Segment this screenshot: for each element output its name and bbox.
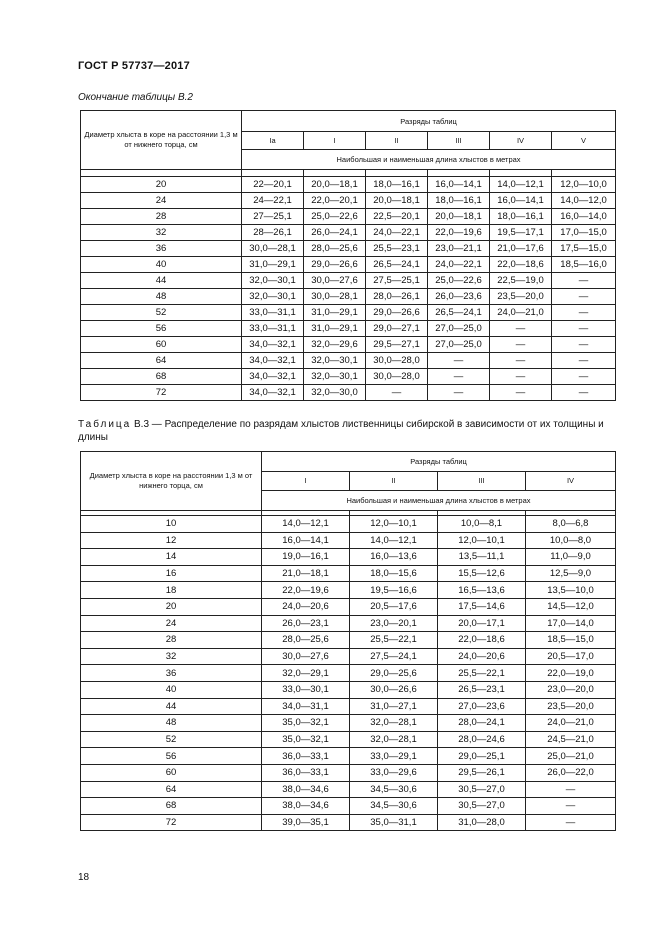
table-row <box>81 549 616 566</box>
length-cell: 19,5—17,1 <box>490 225 552 241</box>
table-row <box>81 698 616 715</box>
length-cell: 16,5—13,6 <box>438 582 526 599</box>
length-cell: 25,0—22,6 <box>428 273 490 289</box>
length-cell: 17,0—14,0 <box>526 615 616 632</box>
length-cell: 12,0—10,1 <box>350 516 438 533</box>
length-cell: 18,0—16,1 <box>490 209 552 225</box>
length-cell: — <box>366 385 428 401</box>
length-cell: 11,0—9,0 <box>526 549 616 566</box>
length-cell: 30,0—28,1 <box>242 241 304 257</box>
table-row <box>81 193 616 209</box>
length-cell: 30,0—28,1 <box>304 289 366 305</box>
class-header: II <box>366 132 428 149</box>
length-cell: 29,5—26,1 <box>438 764 526 781</box>
length-cell: 15,5—12,6 <box>438 565 526 582</box>
length-cell: 28,0—25,6 <box>262 632 350 649</box>
length-cell: — <box>552 321 616 337</box>
diameter-cell: 68 <box>81 369 242 385</box>
length-cell: 22,0—19,0 <box>526 665 616 682</box>
length-cell: 23,0—21,1 <box>428 241 490 257</box>
length-cell: — <box>490 321 552 337</box>
length-cell: 27,0—25,0 <box>428 337 490 353</box>
diameter-cell: 10 <box>81 516 262 533</box>
length-cell: 23,0—20,1 <box>350 615 438 632</box>
table-row <box>81 632 616 649</box>
table-row <box>81 209 616 225</box>
length-cell: 26,0—24,1 <box>304 225 366 241</box>
diameter-cell: 52 <box>81 731 262 748</box>
length-cell: 17,5—14,6 <box>438 598 526 615</box>
length-cell: 28,0—25,6 <box>304 241 366 257</box>
length-cell: — <box>490 369 552 385</box>
length-cell: — <box>552 337 616 353</box>
length-cell: 36,0—33,1 <box>262 748 350 765</box>
length-cell: 30,0—27,6 <box>262 648 350 665</box>
length-cell: 28,0—24,1 <box>438 715 526 732</box>
diameter-cell: 12 <box>81 532 262 549</box>
length-cell: 24,0—22,1 <box>366 225 428 241</box>
subheader: Наибольшая и наименьшая длина хлыстов в метрах <box>242 149 616 169</box>
length-cell: 13,5—11,1 <box>438 549 526 566</box>
length-cell: — <box>526 781 616 798</box>
length-cell: 21,0—18,1 <box>262 565 350 582</box>
length-cell: 24,0—20,6 <box>262 598 350 615</box>
length-cell: — <box>552 273 616 289</box>
length-cell: 26,0—23,6 <box>428 289 490 305</box>
table2-caption <box>78 418 618 444</box>
length-cell: 14,0—12,1 <box>490 177 552 193</box>
table-b2 <box>80 110 616 401</box>
table-row <box>81 241 616 257</box>
spacer-row <box>81 170 616 177</box>
diameter-cell: 32 <box>81 225 242 241</box>
length-cell: 16,0—14,1 <box>262 532 350 549</box>
length-cell: 19,0—16,1 <box>262 549 350 566</box>
table-row <box>81 321 616 337</box>
length-cell: — <box>552 353 616 369</box>
length-cell: 25,0—22,6 <box>304 209 366 225</box>
class-header: IV <box>490 132 552 149</box>
length-cell: 30,5—27,0 <box>438 798 526 815</box>
length-cell: 23,5—20,0 <box>526 698 616 715</box>
table-row <box>81 565 616 582</box>
length-cell: 16,0—14,1 <box>490 193 552 209</box>
table-row <box>81 665 616 682</box>
length-cell: 30,0—28,0 <box>366 369 428 385</box>
length-cell: 30,0—26,6 <box>350 681 438 698</box>
diameter-cell: 16 <box>81 565 262 582</box>
table-row <box>81 305 616 321</box>
length-cell: 27,5—24,1 <box>350 648 438 665</box>
diameter-cell: 68 <box>81 798 262 815</box>
table-row <box>81 681 616 698</box>
length-cell: 35,0—32,1 <box>262 715 350 732</box>
length-cell: 12,5—9,0 <box>526 565 616 582</box>
row-header: Диаметр хлыста в коре на расстоянии 1,3 м от нижнего торца, см <box>81 452 262 511</box>
length-cell: 25,0—21,0 <box>526 748 616 765</box>
table-row <box>81 337 616 353</box>
length-cell: 16,0—13,6 <box>350 549 438 566</box>
length-cell: 20,0—18,1 <box>366 193 428 209</box>
length-cell: 10,0—8,1 <box>438 516 526 533</box>
length-cell: 33,0—30,1 <box>262 681 350 698</box>
length-cell: 27—25,1 <box>242 209 304 225</box>
length-cell: 34,0—32,1 <box>242 353 304 369</box>
diameter-cell: 48 <box>81 715 262 732</box>
length-cell: — <box>552 289 616 305</box>
table1-caption: Окончание таблицы В.2 <box>78 92 193 103</box>
length-cell: — <box>490 385 552 401</box>
group-header: Разряды таблиц <box>262 452 616 472</box>
length-cell: 24,0—21,0 <box>526 715 616 732</box>
diameter-cell: 18 <box>81 582 262 599</box>
length-cell: 28—26,1 <box>242 225 304 241</box>
diameter-cell: 72 <box>81 385 242 401</box>
length-cell: 29,0—25,6 <box>350 665 438 682</box>
length-cell: 32,0—29,1 <box>262 665 350 682</box>
length-cell: 24,5—21,0 <box>526 731 616 748</box>
length-cell: 14,5—12,0 <box>526 598 616 615</box>
diameter-cell: 40 <box>81 257 242 273</box>
length-cell: 32,0—30,0 <box>304 385 366 401</box>
length-cell: — <box>552 369 616 385</box>
length-cell: 20,0—18,1 <box>304 177 366 193</box>
diameter-cell: 56 <box>81 748 262 765</box>
diameter-cell: 44 <box>81 273 242 289</box>
length-cell: 26,5—24,1 <box>366 257 428 273</box>
length-cell: 27,5—25,1 <box>366 273 428 289</box>
table-row <box>81 764 616 781</box>
length-cell: — <box>428 385 490 401</box>
length-cell: 34,0—32,1 <box>242 385 304 401</box>
length-cell: — <box>490 353 552 369</box>
diameter-cell: 60 <box>81 764 262 781</box>
length-cell: 18,5—16,0 <box>552 257 616 273</box>
diameter-cell: 20 <box>81 598 262 615</box>
length-cell: 17,0—15,0 <box>552 225 616 241</box>
table-row <box>81 369 616 385</box>
class-header: III <box>428 132 490 149</box>
length-cell: 21,0—17,6 <box>490 241 552 257</box>
table-row <box>81 582 616 599</box>
length-cell: 18,0—16,1 <box>366 177 428 193</box>
length-cell: 31,0—27,1 <box>350 698 438 715</box>
table-row <box>81 225 616 241</box>
length-cell: — <box>526 814 616 831</box>
length-cell: 8,0—6,8 <box>526 516 616 533</box>
length-cell: 30,0—28,0 <box>366 353 428 369</box>
class-header: III <box>438 471 526 491</box>
length-cell: 24,0—20,6 <box>438 648 526 665</box>
diameter-cell: 28 <box>81 632 262 649</box>
table-row <box>81 814 616 831</box>
length-cell: 33,0—29,1 <box>350 748 438 765</box>
diameter-cell: 52 <box>81 305 242 321</box>
table-row <box>81 715 616 732</box>
subheader: Наибольшая и наименьшая длина хлыстов в метрах <box>262 491 616 511</box>
diameter-cell: 72 <box>81 814 262 831</box>
length-cell: 20,5—17,6 <box>350 598 438 615</box>
diameter-cell: 64 <box>81 781 262 798</box>
table-row <box>81 353 616 369</box>
table-row <box>81 748 616 765</box>
length-cell: 29,5—27,1 <box>366 337 428 353</box>
length-cell: 28,0—24,6 <box>438 731 526 748</box>
length-cell: 38,0—34,6 <box>262 781 350 798</box>
length-cell: 22,0—18,6 <box>438 632 526 649</box>
class-header: I <box>304 132 366 149</box>
length-cell: 31,0—29,1 <box>304 321 366 337</box>
table-row <box>81 532 616 549</box>
length-cell: 29,0—27,1 <box>366 321 428 337</box>
length-cell: 31,0—29,1 <box>242 257 304 273</box>
length-cell: 32,0—29,6 <box>304 337 366 353</box>
length-cell: 27,0—23,6 <box>438 698 526 715</box>
table-row <box>81 289 616 305</box>
table-row <box>81 598 616 615</box>
length-cell: 31,0—29,1 <box>304 305 366 321</box>
table2-caption-label: Таблица <box>78 419 132 430</box>
length-cell: 35,0—32,1 <box>262 731 350 748</box>
diameter-cell: 24 <box>81 615 262 632</box>
length-cell: 33,0—31,1 <box>242 321 304 337</box>
length-cell: 20,0—17,1 <box>438 615 526 632</box>
class-header: IV <box>526 471 616 491</box>
length-cell: 10,0—8,0 <box>526 532 616 549</box>
length-cell: 14,0—12,1 <box>350 532 438 549</box>
length-cell: — <box>552 305 616 321</box>
length-cell: 36,0—33,1 <box>262 764 350 781</box>
length-cell: — <box>428 353 490 369</box>
length-cell: 14,0—12,0 <box>552 193 616 209</box>
diameter-cell: 64 <box>81 353 242 369</box>
diameter-cell: 36 <box>81 241 242 257</box>
length-cell: 22,0—20,1 <box>304 193 366 209</box>
document-header: ГОСТ Р 57737—2017 <box>78 60 190 72</box>
length-cell: 17,5—15,0 <box>552 241 616 257</box>
length-cell: — <box>552 385 616 401</box>
table-row <box>81 615 616 632</box>
length-cell: 29,0—26,6 <box>366 305 428 321</box>
length-cell: 18,5—15,0 <box>526 632 616 649</box>
table-row <box>81 731 616 748</box>
length-cell: 30,5—27,0 <box>438 781 526 798</box>
length-cell: 27,0—25,0 <box>428 321 490 337</box>
length-cell: 25,5—23,1 <box>366 241 428 257</box>
length-cell: 29,0—26,6 <box>304 257 366 273</box>
length-cell: 18,0—16,1 <box>428 193 490 209</box>
row-header: Диаметр хлыста в коре на расстоянии 1,3 м от нижнего торца, см <box>81 111 242 170</box>
class-header: II <box>350 471 438 491</box>
table2-caption-text: В.3 — Распределение по разрядам хлыстов лиственницы сибирской в зависимости от их толщины и длины <box>78 419 604 443</box>
length-cell: 28,0—26,1 <box>366 289 428 305</box>
diameter-cell: 36 <box>81 665 262 682</box>
length-cell: 18,0—15,6 <box>350 565 438 582</box>
length-cell: 39,0—35,1 <box>262 814 350 831</box>
class-header: V <box>552 132 616 149</box>
table-row <box>81 177 616 193</box>
table-row <box>81 257 616 273</box>
length-cell: 12,0—10,0 <box>552 177 616 193</box>
table-row <box>81 516 616 533</box>
length-cell: — <box>428 369 490 385</box>
length-cell: 24,0—22,1 <box>428 257 490 273</box>
length-cell: 29,0—25,1 <box>438 748 526 765</box>
table-row <box>81 385 616 401</box>
diameter-cell: 20 <box>81 177 242 193</box>
length-cell: 22,5—20,1 <box>366 209 428 225</box>
length-cell: 22,0—18,6 <box>490 257 552 273</box>
diameter-cell: 48 <box>81 289 242 305</box>
length-cell: 22,5—19,0 <box>490 273 552 289</box>
length-cell: 19,5—16,6 <box>350 582 438 599</box>
length-cell: 13,5—10,0 <box>526 582 616 599</box>
length-cell: 23,5—20,0 <box>490 289 552 305</box>
length-cell: 26,5—24,1 <box>428 305 490 321</box>
length-cell: 34,0—32,1 <box>242 337 304 353</box>
length-cell: 22—20,1 <box>242 177 304 193</box>
length-cell: 25,5—22,1 <box>438 665 526 682</box>
table-row <box>81 798 616 815</box>
diameter-cell: 24 <box>81 193 242 209</box>
length-cell: 32,0—28,1 <box>350 731 438 748</box>
length-cell: 31,0—28,0 <box>438 814 526 831</box>
class-header: I <box>262 471 350 491</box>
diameter-cell: 44 <box>81 698 262 715</box>
length-cell: 33,0—31,1 <box>242 305 304 321</box>
table-row <box>81 273 616 289</box>
length-cell: 32,0—28,1 <box>350 715 438 732</box>
diameter-cell: 40 <box>81 681 262 698</box>
length-cell: 35,0—31,1 <box>350 814 438 831</box>
length-cell: 24,0—21,0 <box>490 305 552 321</box>
table-b3 <box>80 451 616 831</box>
length-cell: — <box>526 798 616 815</box>
length-cell: 24—22,1 <box>242 193 304 209</box>
diameter-cell: 14 <box>81 549 262 566</box>
length-cell: — <box>490 337 552 353</box>
length-cell: 30,0—27,6 <box>304 273 366 289</box>
length-cell: 34,5—30,6 <box>350 781 438 798</box>
length-cell: 32,0—30,1 <box>242 289 304 305</box>
diameter-cell: 32 <box>81 648 262 665</box>
length-cell: 32,0—30,1 <box>304 369 366 385</box>
length-cell: 32,0—30,1 <box>304 353 366 369</box>
length-cell: 38,0—34,6 <box>262 798 350 815</box>
length-cell: 26,5—23,1 <box>438 681 526 698</box>
length-cell: 34,5—30,6 <box>350 798 438 815</box>
class-header: Iа <box>242 132 304 149</box>
length-cell: 26,0—22,0 <box>526 764 616 781</box>
length-cell: 16,0—14,0 <box>552 209 616 225</box>
diameter-cell: 56 <box>81 321 242 337</box>
length-cell: 22,0—19,6 <box>428 225 490 241</box>
length-cell: 20,0—18,1 <box>428 209 490 225</box>
length-cell: 25,5—22,1 <box>350 632 438 649</box>
page-number: 18 <box>78 872 90 883</box>
length-cell: 22,0—19,6 <box>262 582 350 599</box>
length-cell: 20,5—17,0 <box>526 648 616 665</box>
length-cell: 12,0—10,1 <box>438 532 526 549</box>
group-header: Разряды таблиц <box>242 111 616 132</box>
length-cell: 23,0—20,0 <box>526 681 616 698</box>
length-cell: 16,0—14,1 <box>428 177 490 193</box>
diameter-cell: 60 <box>81 337 242 353</box>
table-row <box>81 648 616 665</box>
table-row <box>81 781 616 798</box>
length-cell: 32,0—30,1 <box>242 273 304 289</box>
length-cell: 34,0—31,1 <box>262 698 350 715</box>
length-cell: 26,0—23,1 <box>262 615 350 632</box>
diameter-cell: 28 <box>81 209 242 225</box>
length-cell: 14,0—12,1 <box>262 516 350 533</box>
length-cell: 33,0—29,6 <box>350 764 438 781</box>
length-cell: 34,0—32,1 <box>242 369 304 385</box>
